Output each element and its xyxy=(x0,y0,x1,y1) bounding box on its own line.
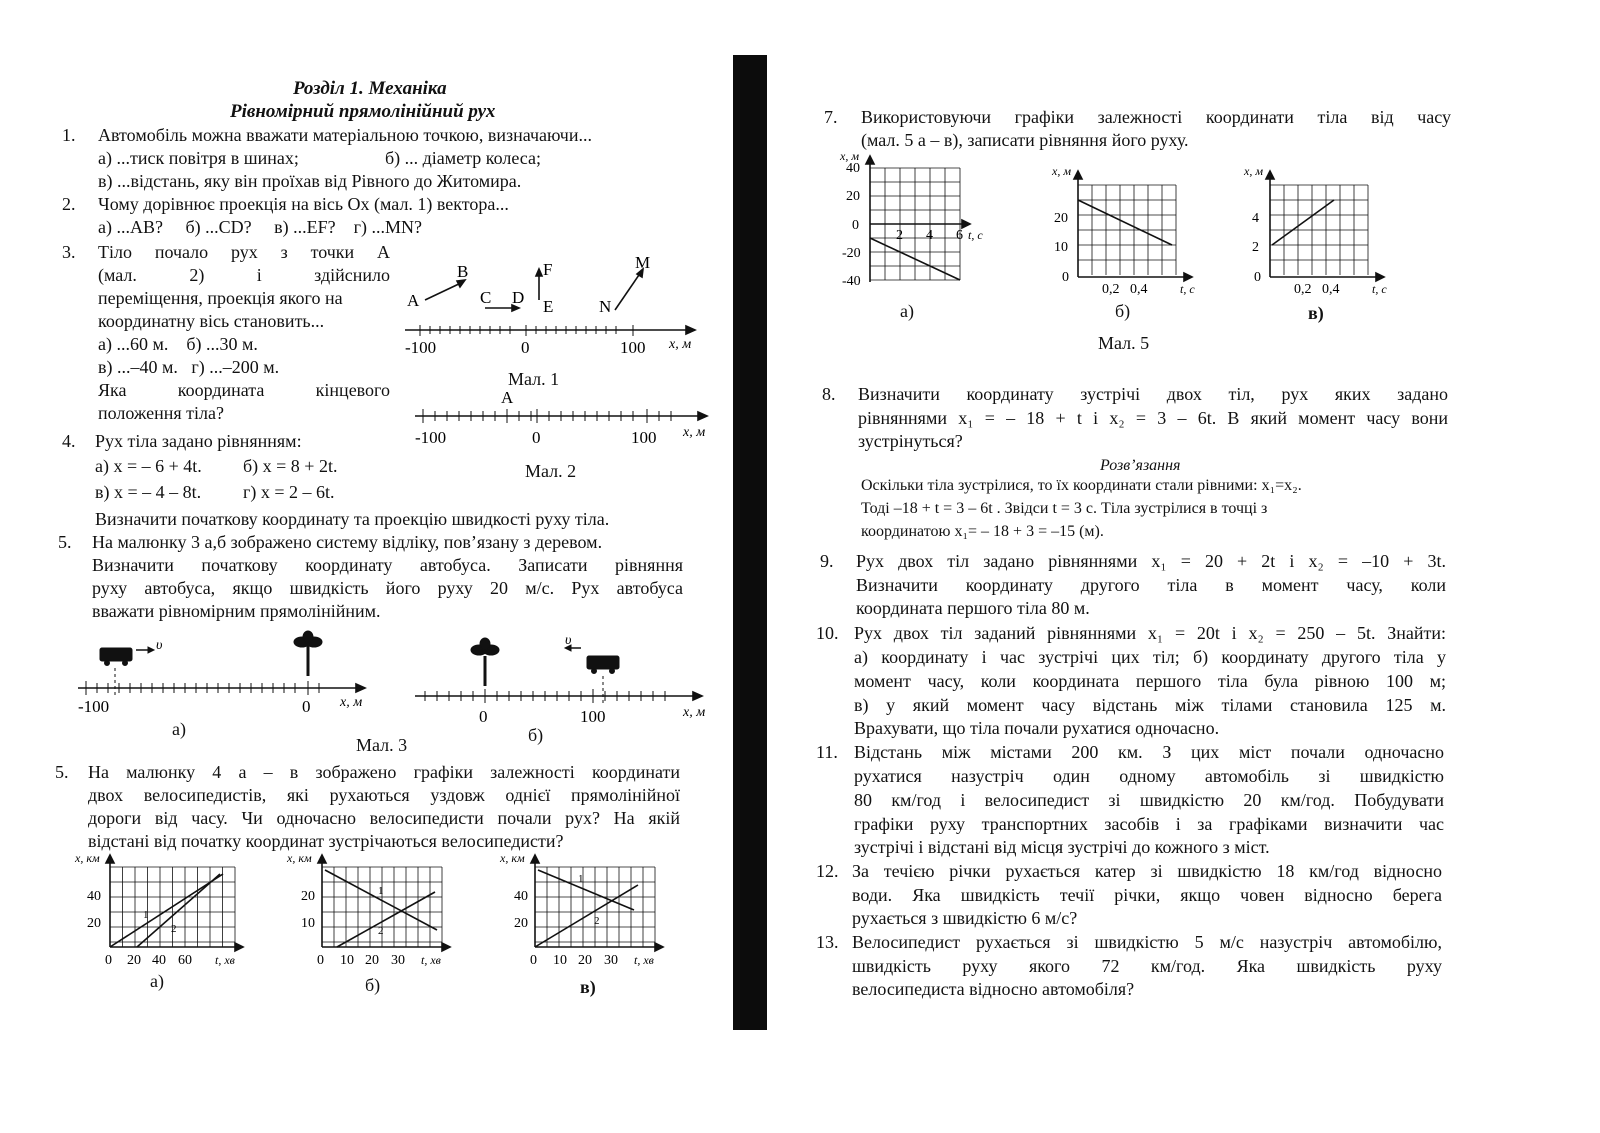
vector-label: D xyxy=(512,288,525,307)
axis-label: t, с xyxy=(1372,282,1387,296)
solution-text: Оскільки тіла зустрілися, то їх координати стали рівними: x₁=x₂. xyxy=(861,477,1302,494)
solution-title: Розв’язання xyxy=(1100,457,1181,474)
tick-label: 10 xyxy=(1054,240,1068,255)
problem-text: дороги від часу. Чи одночасно велосипедисти почали рух? На якій xyxy=(88,808,680,828)
tick-label: 20 xyxy=(514,916,528,931)
figure-1-vectors xyxy=(405,250,705,360)
problem-text: руху автобуса, якщо швидкість його руху 20 м/с. Рух автобуса xyxy=(92,578,683,598)
tick-label: 0,2 xyxy=(1294,282,1312,297)
tick-label: 4 xyxy=(1252,211,1259,226)
problem-text: в) ...–40 м. г) ...–200 м. xyxy=(98,357,280,377)
point-label: A xyxy=(501,388,514,407)
problem-number: 7. xyxy=(824,107,838,127)
figure-sublabel: а) xyxy=(150,971,164,991)
axis-label: x, км xyxy=(287,851,312,865)
tick-label: 4 xyxy=(926,228,933,243)
tick-label: 2 xyxy=(896,228,903,243)
problem-text: а) координату і час зустрічі цих тіл; б) координату другого тіла у xyxy=(854,647,1446,667)
problem-text: На малюнку 4 а – в зображено графіки залежності координати xyxy=(88,762,680,782)
problem-text: рухається з швидкістю 6 м/с? xyxy=(852,908,1078,928)
problem-number: 2. xyxy=(62,194,76,214)
problem-text: б) ... діаметр колеса; xyxy=(385,148,541,168)
problem-text: води. Яка швидкість течії річки, якщо човен відносно берега xyxy=(852,885,1442,905)
tick-label: 10 xyxy=(553,953,567,968)
axis-label: t, с xyxy=(1180,282,1195,296)
vector-label: C xyxy=(480,288,492,307)
problem-text: графіки руху транспортних засобів і за графіками визначити час xyxy=(854,814,1444,834)
axis-label: x, м xyxy=(683,425,706,440)
tick-label: 100 xyxy=(580,707,606,726)
figure-sublabel: б) xyxy=(365,975,381,995)
problem-text: Велосипедист рухається зі швидкістю 5 м/с назустріч автомобілю, xyxy=(852,932,1442,952)
axis-label: t, хв xyxy=(634,953,654,967)
figure-5b-graph xyxy=(1052,164,1216,297)
figure-caption: Мал. 3 xyxy=(356,735,408,755)
problem-text: Рух двох тіл задано рівняннями x₁ = 20 + 2t і x₂ = –10 + 3t. xyxy=(856,551,1446,571)
problem-text: в) ...відстань, яку він проїхав від Рівного до Житомира. xyxy=(98,171,522,191)
figure-sublabel: б) xyxy=(1115,301,1131,321)
tick-label: 40 xyxy=(87,889,101,904)
tick-label: 20 xyxy=(87,916,101,931)
problem-text: Автомобіль можна вважати матеріальною точкою, визначаючи... xyxy=(98,125,592,145)
tick-label: 0 xyxy=(317,953,324,968)
tick-label: 0 xyxy=(302,697,311,716)
problem-text: 80 км/год і велосипедист зі швидкістю 20 км/год. Побудувати xyxy=(854,790,1444,810)
problem-text: Тіло почало рух з точки А xyxy=(98,242,390,262)
vector-label: M xyxy=(635,253,651,272)
problem-text: Врахувати, що тіла почали рухатися одночасно. xyxy=(854,718,1220,738)
vector-label: E xyxy=(543,297,554,316)
problem-text: зустрічі і відстані від місця зустрічі до кожного з міст. xyxy=(854,837,1270,857)
problem-number: 8. xyxy=(822,384,836,404)
problem-number: 12. xyxy=(816,861,839,881)
tick-label: 30 xyxy=(391,953,405,968)
equation: в) x = – 4 – 8t. xyxy=(95,482,202,502)
figure-sublabel: а) xyxy=(900,301,914,321)
problem-text: в) у який момент часу відстань між тілами становила 125 м. xyxy=(854,695,1446,715)
problem-number: 10. xyxy=(816,623,839,643)
problem-text: швидкість руху якого 72 км/год. Яка швидкість руху xyxy=(852,956,1442,976)
problem-text: Чому дорівнює проекція на вісь Ох (мал. 1) вектора... xyxy=(98,194,509,214)
problem-text: Визначити координату зустрічі двох тіл, рух яких задано xyxy=(858,384,1448,404)
line-label: 2 xyxy=(378,925,384,937)
line-label: 2 xyxy=(594,915,600,927)
figure-caption: Мал. 1 xyxy=(508,369,560,389)
problem-text: рівняннями x₁ = – 18 + t і x₂ = 3 – 6t. В який момент часу вони xyxy=(858,408,1448,428)
problem-text: Використовуючи графіки залежності координати тіла від часу xyxy=(861,107,1451,127)
tick-label: 0 xyxy=(479,707,488,726)
problem-text: рухатися назустріч один одному автомобіль зі швидкістю xyxy=(854,766,1444,786)
problem-number: 13. xyxy=(816,932,839,952)
tick-label: -20 xyxy=(842,246,861,261)
figure-2-axis xyxy=(415,383,715,453)
line-label: 1 xyxy=(378,885,384,897)
problem-text: На малюнку 3 а,б зображено систему відліку, пов’язану з деревом. xyxy=(92,532,603,552)
problem-text: За течією річки рухається катер зі швидкістю 18 км/год відносно xyxy=(852,861,1442,881)
solution-text: Тоді –18 + t = 3 – 6t . Звідси t = 3 с. Тіла зустрілися в точці з xyxy=(861,500,1268,517)
problem-text: зустрінуться? xyxy=(858,431,963,451)
figure-4a-graph xyxy=(75,852,250,972)
figure-caption: Мал. 5 xyxy=(1098,333,1150,353)
tick-label: -100 xyxy=(405,338,437,357)
problem-text: а) ...60 м. б) ...30 м. xyxy=(98,334,258,354)
tick-label: 100 xyxy=(620,338,646,357)
problem-number: 1. xyxy=(62,125,76,145)
axis-label: x, м xyxy=(683,705,706,720)
axis-label: t, хв xyxy=(421,953,441,967)
left-page xyxy=(0,0,735,1133)
tick-label: 20 xyxy=(1054,211,1068,226)
equation: г) x = 2 – 6t. xyxy=(243,482,335,502)
tick-label: 30 xyxy=(604,953,618,968)
axis-label: x, м xyxy=(1244,164,1263,178)
figure-sublabel: а) xyxy=(172,719,186,739)
book-spine-shadow xyxy=(733,55,767,1030)
tick-label: 10 xyxy=(301,916,315,931)
problem-text: Визначити початкову координату автобуса. Записати рівняння xyxy=(92,555,683,575)
tick-label: 0 xyxy=(532,428,541,447)
tick-label: 0 xyxy=(1062,270,1069,285)
figure-3b-bus-tree xyxy=(415,634,715,729)
problem-text: велосипедиста відносно автомобіля? xyxy=(852,979,1135,999)
problem-text: Відстань між містами 200 км. З цих міст почали одночасно xyxy=(854,742,1444,762)
tick-label: 0 xyxy=(852,218,859,233)
velocity-label: υ xyxy=(565,633,572,648)
problem-text: вважати рівномірним прямолінійним. xyxy=(92,601,381,621)
right-page xyxy=(768,0,1600,1133)
problem-text: координатну вісь становить... xyxy=(98,311,325,331)
figure-5a-graph xyxy=(838,150,998,300)
problem-text: відстані від початку координат зустрічаються велосипедисти? xyxy=(88,831,564,851)
axis-label: t, с xyxy=(968,228,983,242)
figure-5c-graph xyxy=(1244,164,1408,297)
tick-label: 0 xyxy=(521,338,530,357)
tick-label: 20 xyxy=(846,189,860,204)
axis-label: x, км xyxy=(500,851,525,865)
problem-text: (мал. 5 а – в), записати рівняння його руху. xyxy=(861,130,1189,150)
tick-label: 20 xyxy=(578,953,592,968)
figure-sublabel: б) xyxy=(528,725,544,745)
line-label: 1 xyxy=(143,909,149,921)
problem-text: Визначити координату другого тіла в момент часу, коли xyxy=(856,575,1446,595)
problem-text: положення тіла? xyxy=(98,403,224,423)
problem-text: а) ...AB? б) ...CD? в) ...EF? г) ...MN? xyxy=(98,217,422,237)
equation: б) x = 8 + 2t. xyxy=(243,456,338,476)
vector-label: A xyxy=(407,291,420,310)
figure-4c-graph xyxy=(498,852,673,972)
equation: а) x = – 6 + 4t. xyxy=(95,456,202,476)
problem-text: Визначити початкову координату та проекцію швидкості руху тіла. xyxy=(95,509,610,529)
problem-number: 11. xyxy=(816,742,838,762)
axis-label: x, м xyxy=(669,337,692,352)
problem-text: (мал. 2) і здійснило xyxy=(98,265,390,285)
line-label: 2 xyxy=(171,923,177,935)
tick-label: 0 xyxy=(530,953,537,968)
figure-sublabel: в) xyxy=(1308,303,1324,323)
tick-label: 10 xyxy=(340,953,354,968)
problem-text: момент часу, коли координата першого тіла була рівною 100 м; xyxy=(854,671,1446,691)
tick-label: 20 xyxy=(365,953,379,968)
problem-text: Рух тіла задано рівнянням: xyxy=(95,431,302,451)
problem-number: 9. xyxy=(820,551,834,571)
tick-label: 40 xyxy=(152,953,166,968)
axis-label: x, км xyxy=(75,851,100,865)
problem-text: Рух двох тіл заданий рівняннями x₁ = 20t і x₂ = 250 – 5t. Знайти: xyxy=(854,623,1446,643)
tick-label: 40 xyxy=(846,161,860,176)
line-label: 1 xyxy=(578,873,584,885)
vector-label: N xyxy=(599,297,612,316)
tick-label: 0 xyxy=(105,953,112,968)
tick-label: 20 xyxy=(301,889,315,904)
section-title: Розділ 1. Механіка xyxy=(293,78,447,99)
axis-label: x, м xyxy=(340,695,363,710)
figure-sublabel: в) xyxy=(580,977,596,997)
problem-number: 4. xyxy=(62,431,76,451)
problem-number: 5. xyxy=(55,762,69,782)
tick-label: -40 xyxy=(842,274,861,289)
axis-label: x, м xyxy=(1052,164,1071,178)
tick-label: 0,2 xyxy=(1102,282,1120,297)
tick-label: 6 xyxy=(956,228,963,243)
tick-label: 20 xyxy=(127,953,141,968)
problem-text: двох велосипедистів, які рухаються уздовж однієї прямолінійної xyxy=(88,785,680,805)
figure-3a-bus-tree xyxy=(78,628,378,718)
tick-label: 0,4 xyxy=(1322,282,1340,297)
problem-text: координата першого тіла 80 м. xyxy=(856,598,1090,618)
tick-label: -100 xyxy=(415,428,447,447)
figure-caption: Мал. 2 xyxy=(525,461,577,481)
solution-text: координатою x₁= – 18 + 3 = –15 (м). xyxy=(861,523,1104,540)
vector-label: B xyxy=(457,262,469,281)
axis-label: t, хв xyxy=(215,953,235,967)
problem-text: Яка координата кінцевого xyxy=(98,380,390,400)
problem-number: 3. xyxy=(62,242,76,262)
tick-label: 40 xyxy=(514,889,528,904)
problem-number: 5. xyxy=(58,532,72,552)
axis-label: x, м xyxy=(840,149,859,163)
tick-label: 100 xyxy=(631,428,657,447)
velocity-label: υ xyxy=(156,638,163,653)
problem-text: а) ...тиск повітря в шинах; xyxy=(98,148,299,168)
problem-text: переміщення, проекція якого на xyxy=(98,288,343,308)
tick-label: -100 xyxy=(78,697,110,716)
figure-4b-graph xyxy=(285,852,460,972)
tick-label: 2 xyxy=(1252,240,1259,255)
tick-label: 60 xyxy=(178,953,192,968)
vector-label: F xyxy=(543,260,553,279)
subtitle: Рівномірний прямолінійний рух xyxy=(230,101,496,122)
tick-label: 0,4 xyxy=(1130,282,1148,297)
tick-label: 0 xyxy=(1254,270,1261,285)
